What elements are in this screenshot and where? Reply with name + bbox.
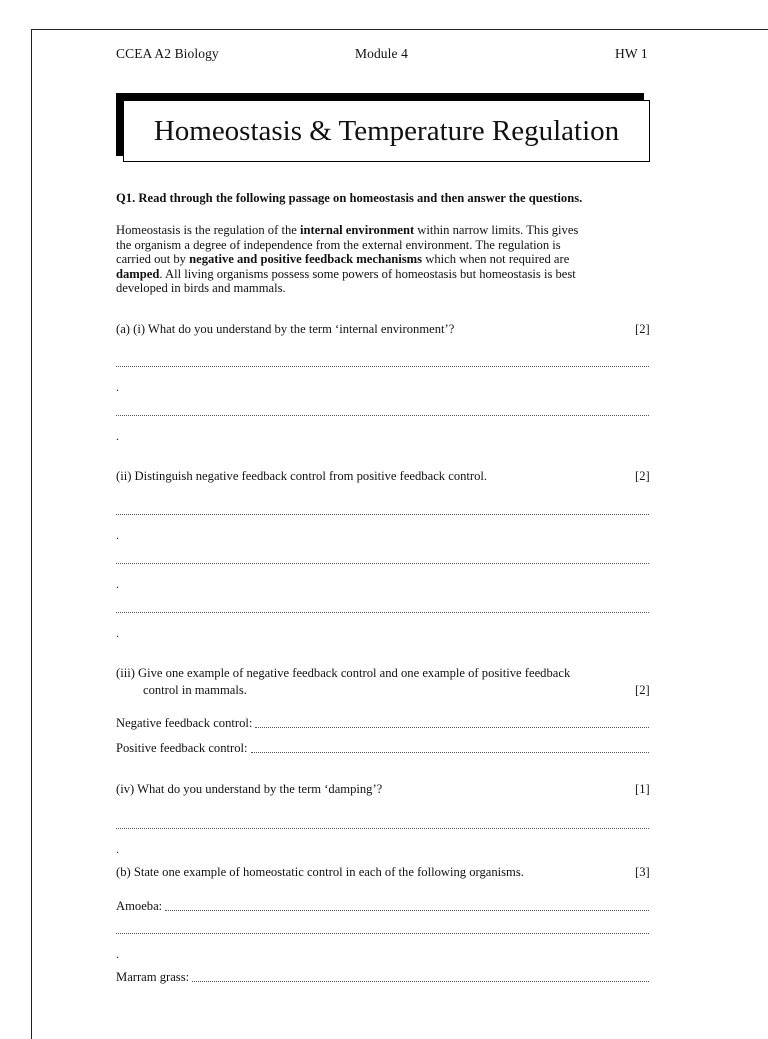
mark-b: [3] — [635, 865, 650, 879]
header-homework: HW 1 — [615, 46, 648, 61]
amoeba-answer[interactable] — [165, 910, 649, 911]
answer-line[interactable] — [116, 563, 649, 564]
answer-line-end: . — [116, 380, 119, 394]
answer-line[interactable] — [116, 933, 649, 934]
amoeba-label: Amoeba: — [116, 899, 163, 913]
marram-grass-answer[interactable] — [192, 981, 649, 982]
mark-a-iii: [2] — [635, 683, 650, 697]
positive-feedback-label: Positive feedback control: — [116, 741, 248, 755]
answer-line-end: . — [116, 528, 119, 542]
question-a-i: (a) (i) What do you understand by the term ‘internal environment’? — [116, 322, 455, 336]
question-a-iii-line2: control in mammals. — [143, 683, 247, 697]
answer-line-end: . — [116, 577, 119, 591]
answer-line[interactable] — [116, 514, 649, 515]
passage-line: Homeostasis is the regulation of the internal environment within narrow limits. This gives — [116, 223, 579, 237]
mark-a-ii: [2] — [635, 469, 650, 483]
marram-grass-label: Marram grass: — [116, 970, 190, 984]
mark-a-iv: [1] — [635, 782, 650, 796]
question-a-iv: (iv) What do you understand by the term ‘damping’? — [116, 782, 383, 796]
header-module: Module 4 — [355, 46, 408, 61]
amoeba-row — [116, 899, 649, 914]
negative-feedback-answer[interactable] — [255, 727, 649, 728]
marram-grass-row — [116, 970, 649, 985]
passage-line: damped. All living organisms possess some powers of homeostasis but homeostasis is best — [116, 266, 576, 281]
positive-feedback-answer[interactable] — [251, 752, 650, 753]
answer-line[interactable] — [116, 612, 649, 613]
answer-line-end: . — [116, 626, 119, 640]
passage-line: carried out by negative and positive feedback mechanisms which when not required are — [116, 252, 570, 267]
answer-line-end: . — [116, 947, 119, 961]
question-a-iii-line1: (iii) Give one example of negative feedback control and one example of positive feedback — [116, 666, 571, 680]
title-box — [123, 100, 650, 162]
negative-feedback-row — [116, 716, 649, 731]
header-course: CCEA A2 Biology — [116, 46, 219, 61]
page-title: Homeostasis & Temperature Regulation — [153, 114, 620, 147]
answer-line-end: . — [116, 429, 119, 443]
answer-line[interactable] — [116, 366, 649, 367]
positive-feedback-row — [116, 741, 649, 756]
page-frame — [31, 29, 768, 1039]
passage-line: the organism a degree of independence from the external environment. The regulation is — [116, 237, 561, 252]
answer-line[interactable] — [116, 415, 649, 416]
q1-heading: Q1. Read through the following passage on homeostasis and then answer the questions. — [116, 191, 583, 205]
answer-line-end: . — [116, 842, 119, 856]
passage-line: developed in birds and mammals. — [116, 281, 286, 296]
question-a-ii: (ii) Distinguish negative feedback control from positive feedback control. — [116, 469, 488, 483]
mark-a-i: [2] — [635, 322, 650, 336]
negative-feedback-label: Negative feedback control: — [116, 716, 253, 730]
passage — [116, 223, 656, 296]
answer-line[interactable] — [116, 828, 649, 829]
question-b: (b) State one example of homeostatic control in each of the following organisms. — [116, 865, 524, 879]
